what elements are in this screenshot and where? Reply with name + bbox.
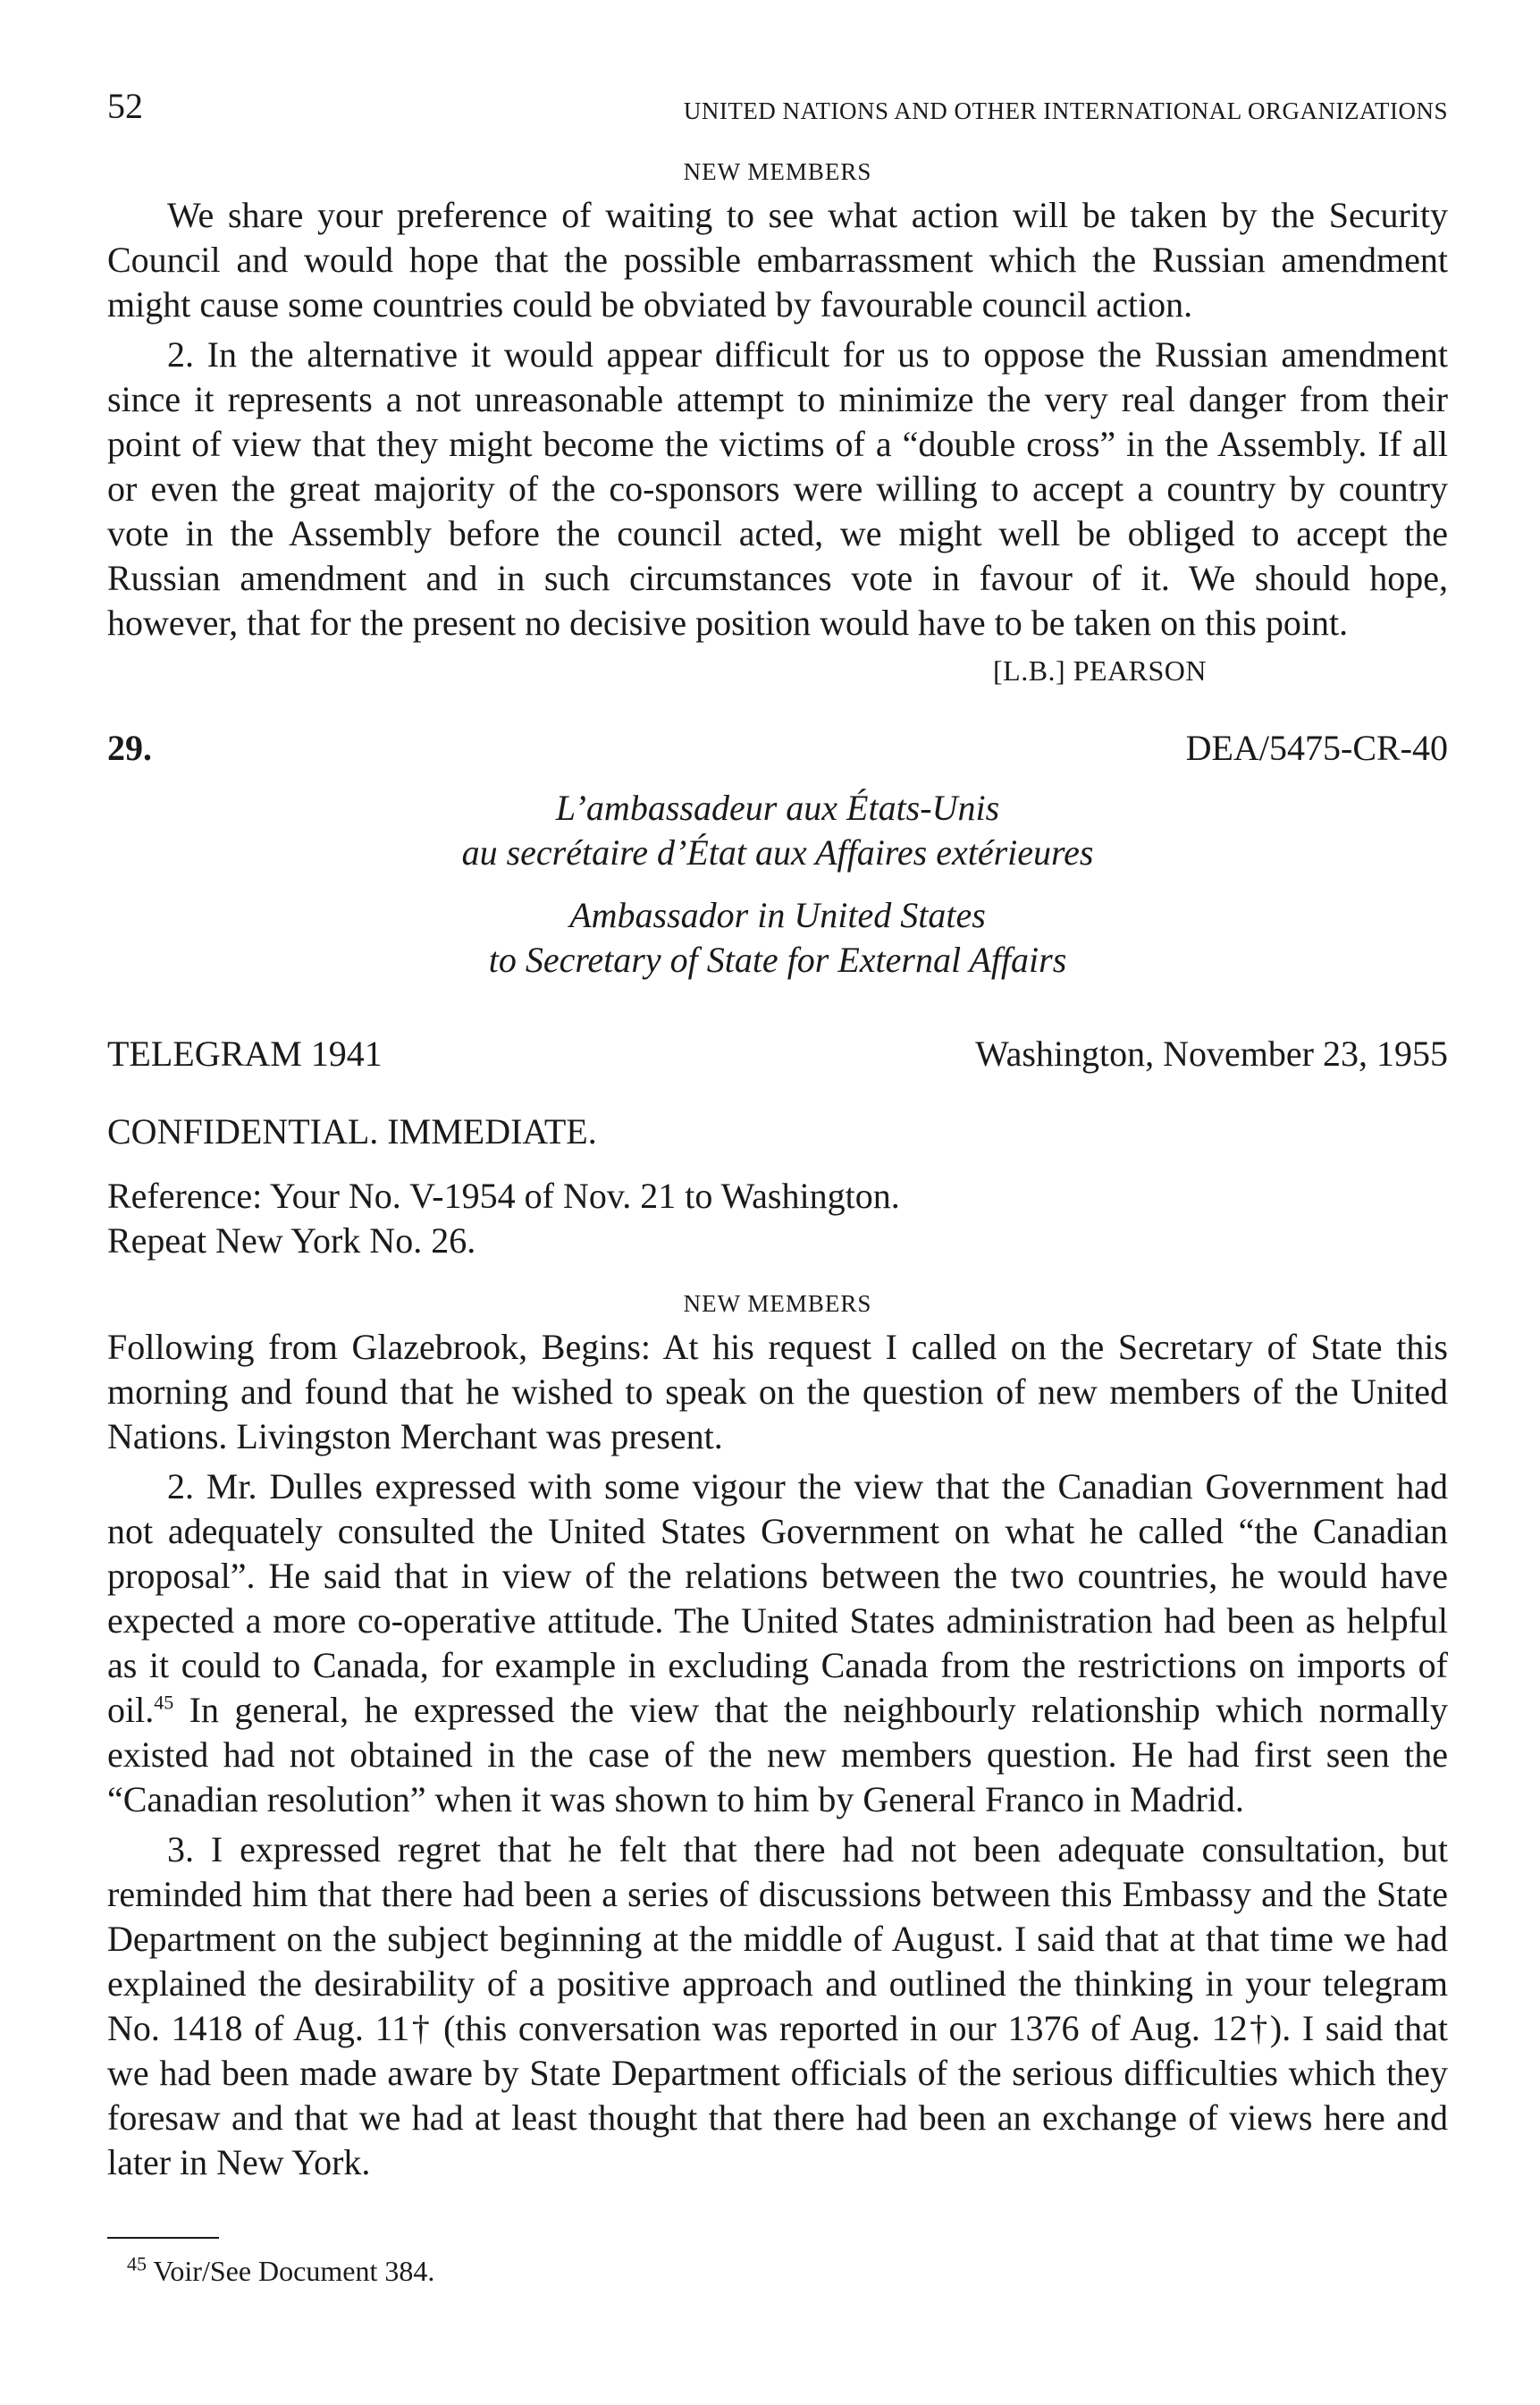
french-recipient-line: au secrétaire d’État aux Affaires extérieures [461,832,1094,873]
paragraph: 3. I expressed regret that he felt that there had not been adequate consultation, but reminded him that there had been a series of discussions between this Embassy and the State Department on the subject beginning at the middle of August. I said that at that time we had explained the desirability of a positive approach and outlined the thinking in your telegram No. 1418 of Aug. 11† (this conversation was reported in our 1376 of Aug. 12†). I said that we had been made aware by State Department officials of the serious difficulties which they foresaw and that we had at least thought that there had been an exchange of views here and later in New York. [107,1829,1448,2182]
place-date: Washington, November 23, 1955 [975,1034,1448,1074]
reference-line: Reference: Your No. V-1954 of Nov. 21 to Washington. [107,1176,900,1216]
document-header [107,727,1448,781]
footnote-text: Voir/See Document 384. [153,2255,435,2287]
paragraph: Following from Glazebrook, Begins: At his request I called on the Secretary of State this morning and found that he wished to speak on the question of new members of the United Nations. Livingston Merchant was present. [107,1327,1448,1456]
french-addressee-line: L’ambassadeur aux États-Unis [555,788,1000,828]
paragraph-text: In general, he expressed the view that the neighbourly relationship which normally existed had not obtained in the case of the new members question. He had first seen the “Canadian resolution” when it was shown to him by General Franco in Madrid. [107,1690,1448,1819]
paragraph [107,1464,1448,1822]
telegram-row [107,1033,1448,1079]
paragraph-text: 2. Mr. Dulles expressed with some vigour the view that the Canadian Government had not adequately consulted the United States Government on what he called “the Canadian proposal”. He said that in view of the relations between the two countries, he would have expected a more co-operative attitude. The United States administration had been as helpful as it could to Canada, for example in excluding Canada from the restrictions on imports of oil. [107,1466,1448,1730]
repeat-line: Repeat New York No. 26. [107,1220,476,1261]
telegram-number: TELEGRAM 1941 [107,1034,383,1074]
document-page [107,85,1448,2288]
english-addressee-line: Ambassador in United States [569,895,986,935]
document-number: 29. [107,728,152,768]
english-recipient-line: to Secretary of State for External Affairs [488,940,1067,980]
running-title: UNITED NATIONS AND OTHER INTERNATIONAL ORGANIZATIONS [683,97,1448,124]
page-number: 52 [107,86,143,126]
paragraph: 2. In the alternative it would appear difficult for us to oppose the Russian amendment since it represents a not unreasonable attempt to minimize the very real danger from their point of view that they might become the victims of a “double cross” in the Assembly. If all or even the great majority of the co-sponsors were willing to accept a country by country vote in the Assembly before the council acted, we might well be obliged to accept the Russian amendment and in such circumstances vote in favour of it. We should hope, however, that for the present no decisive position would have to be taken on this point. [107,334,1448,643]
footnote-number: 45 [127,2252,147,2275]
footnote [107,2252,1448,2288]
section-heading-new-members: NEW MEMBERS [683,1290,872,1317]
signature: [L.B.] PEARSON [992,654,1207,687]
footnote-divider [107,2237,219,2239]
section-heading-new-members: NEW MEMBERS [683,158,872,185]
footnote-marker[interactable]: 45 [154,1691,174,1714]
document-reference: DEA/5475-CR-40 [1185,728,1448,768]
running-head [107,85,1448,139]
paragraph: We share your preference of waiting to see what action will be taken by the Security Council and would hope that the possible embarrassment which the Russian amendment might cause some countries could be obviated by favourable council action. [107,195,1448,325]
classification: CONFIDENTIAL. IMMEDIATE. [107,1111,597,1152]
